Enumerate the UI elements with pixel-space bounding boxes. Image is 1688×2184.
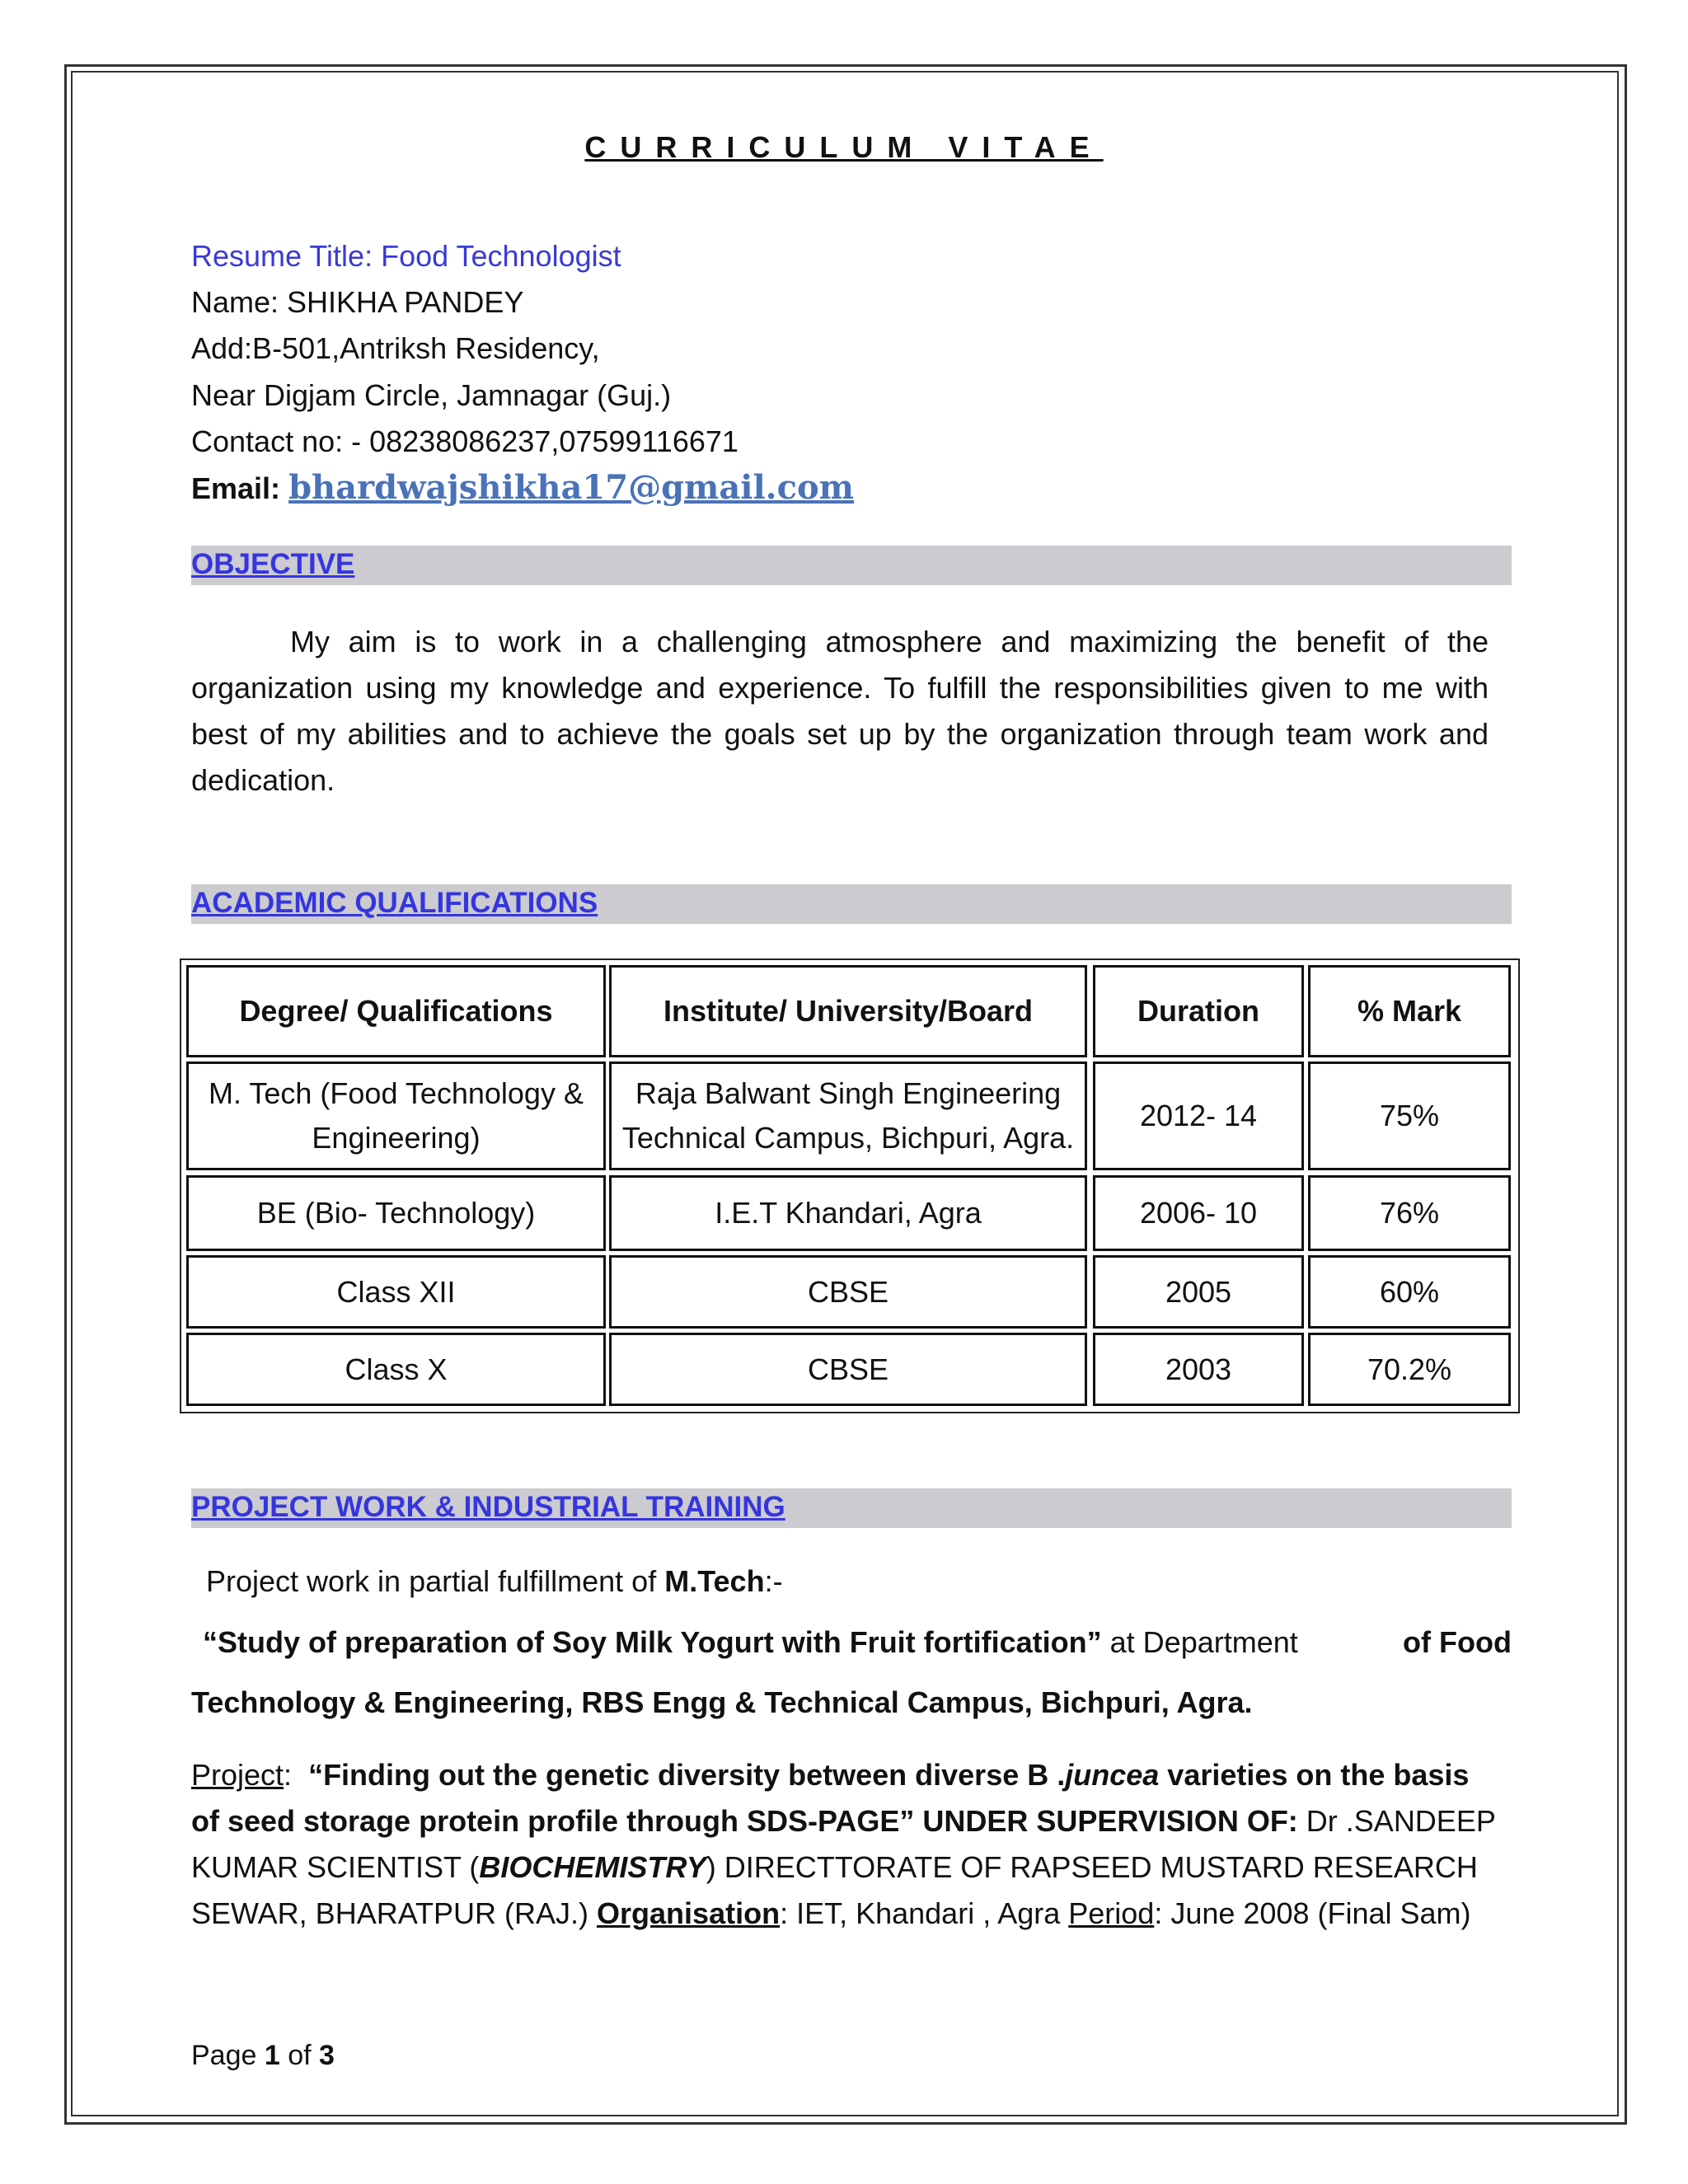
table-cell-institute: CBSE: [609, 1255, 1087, 1329]
table-cell-mark: 76%: [1308, 1175, 1511, 1251]
objective-heading: OBJECTIVE: [191, 548, 355, 580]
table-cell-degree: Class XII: [186, 1255, 606, 1329]
objective-section-header: [191, 546, 1512, 585]
table-cell-degree: M. Tech (Food Technology & Engineering): [186, 1062, 606, 1170]
address-line-1: Add:B-501,Antriksh Residency,: [191, 331, 600, 365]
project-heading: PROJECT WORK & INDUSTRIAL TRAINING: [191, 1491, 785, 1523]
table-cell-duration: 2006- 10: [1093, 1175, 1304, 1251]
table-header-mark: % Mark: [1308, 965, 1511, 1057]
project-section-header: [191, 1488, 1512, 1528]
table-header-degree: Degree/ Qualifications: [186, 965, 606, 1057]
project-intro: Project work in partial fulfillment of M.Tech:-: [206, 1564, 783, 1598]
document-title: CURRICULUM VITAE: [584, 130, 1104, 164]
table-cell-mark: 75%: [1308, 1062, 1511, 1170]
academic-heading: ACADEMIC QUALIFICATIONS: [191, 887, 598, 919]
academic-section-header: [191, 884, 1512, 924]
project-line-1: Project: “Finding out the genetic diversity between diverse B .juncea varieties on the basis: [191, 1758, 1470, 1792]
table-cell-degree: BE (Bio- Technology): [186, 1175, 606, 1251]
contact-line: Contact no: - 08238086237,07599116671: [191, 424, 738, 458]
table-header-institute: Institute/ University/Board: [609, 965, 1087, 1057]
project-line-3: KUMAR SCIENTIST (BIOCHEMISTRY) DIRECTTORATE OF RAPSEED MUSTARD RESEARCH: [191, 1850, 1478, 1884]
project-line-2: of seed storage protein profile through SDS-PAGE” UNDER SUPERVISION OF: Dr .SANDEEP: [191, 1804, 1496, 1838]
project-line-4: SEWAR, BHARATPUR (RAJ.) Organisation: IET, Khandari , Agra Period: June 2008 (Final Sam): [191, 1896, 1471, 1930]
table-cell-duration: 2012- 14: [1093, 1062, 1304, 1170]
mtech-project-line-2: Technology & Engineering, RBS Engg & Technical Campus, Bichpuri, Agra.: [191, 1685, 1253, 1719]
objective-text: My aim is to work in a challenging atmosphere and maximizing the benefit of the organization using my knowledge and experience. To fulfill the responsibilities given to me with best of my abilities and to achieve the goals set up by the organization through team work and dedication.: [191, 625, 1489, 797]
page-footer: Page 1 of 3: [191, 2040, 335, 2071]
email-link[interactable]: bhardwajshikha17@gmail.com: [288, 468, 854, 507]
table-cell-mark: 70.2%: [1308, 1333, 1511, 1406]
table-cell-mark: 60%: [1308, 1255, 1511, 1329]
table-cell-duration: 2003: [1093, 1333, 1304, 1406]
name-line: Name: SHIKHA PANDEY: [191, 285, 524, 319]
table-cell-institute: I.E.T Khandari, Agra: [609, 1175, 1087, 1251]
table-header-duration: Duration: [1093, 965, 1304, 1057]
table-cell-institute: CBSE: [609, 1333, 1087, 1406]
table-cell-duration: 2005: [1093, 1255, 1304, 1329]
table-cell-institute: Raja Balwant Singh Engineering Technical Campus, Bichpuri, Agra.: [609, 1062, 1087, 1170]
mtech-project-line-1: “Study of preparation of Soy Milk Yogurt with Fruit fortification” at Department of Food: [203, 1625, 1512, 1659]
address-line-2: Near Digjam Circle, Jamnagar (Guj.): [191, 378, 672, 412]
table-cell-degree: Class X: [186, 1333, 606, 1406]
email-line: [191, 468, 854, 507]
email-label: Email:: [191, 471, 281, 505]
resume-title: Resume Title: Food Technologist: [191, 239, 621, 273]
